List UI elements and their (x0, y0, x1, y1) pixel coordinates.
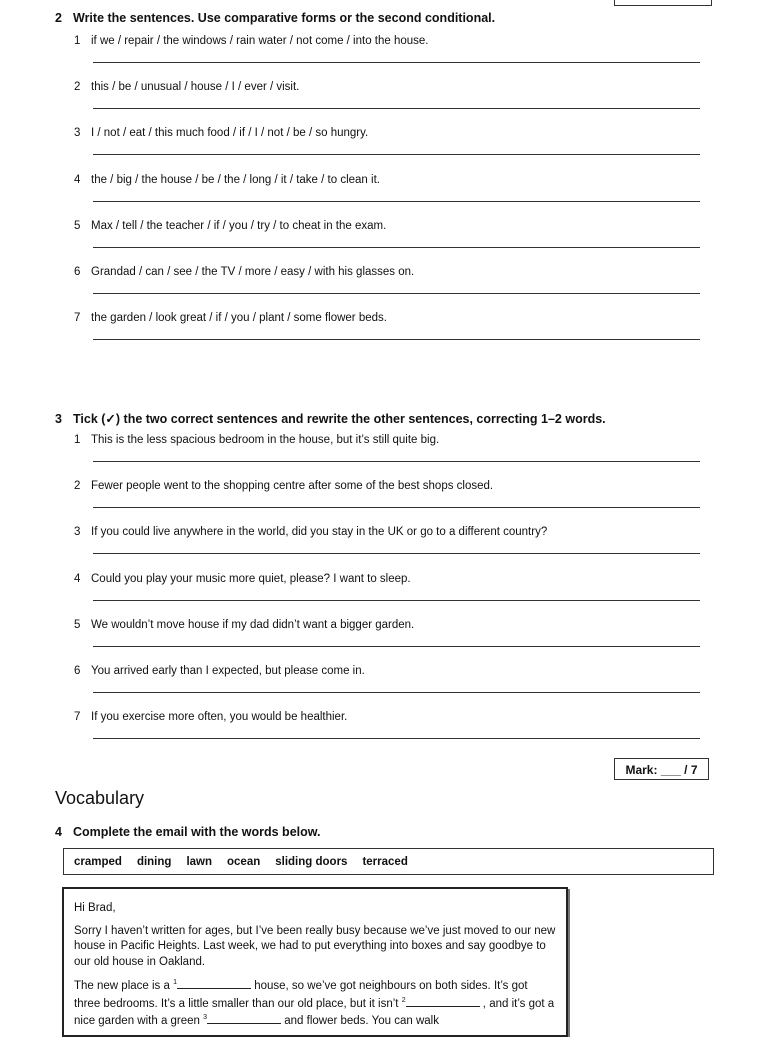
answer-line[interactable] (93, 154, 700, 155)
item-number: 5 (74, 618, 81, 631)
item-prompt: This is the less spacious bedroom in the house, but it’s still quite big. (91, 434, 440, 446)
exercise-2-items (55, 34, 715, 357)
answer-line[interactable] (93, 108, 700, 109)
item-number: 6 (74, 664, 81, 677)
exercise-instruction: Write the sentences. Use comparative forms or the second conditional. (73, 11, 496, 25)
item-number: 2 (74, 81, 81, 94)
exercise-item (55, 618, 715, 664)
item-prompt: We wouldn’t move house if my dad didn’t want a bigger garden. (91, 618, 415, 631)
answer-gap-3[interactable] (207, 1012, 281, 1024)
exercise-item (55, 80, 715, 126)
exercise-number: 3 (55, 412, 62, 426)
exercise-3 (55, 410, 715, 756)
exercise-3-title (55, 410, 715, 428)
exercise-instruction: Tick (✓) the two correct sentences and rewrite the other sentences, correcting 1–2 words. (73, 412, 606, 426)
exercise-item (55, 126, 715, 172)
item-prompt: If you exercise more often, you would be healthier. (91, 711, 348, 724)
exercise-3-items (55, 433, 715, 756)
exercise-item (55, 572, 715, 618)
gap-number: 2 (401, 996, 406, 1004)
exercise-item (55, 664, 715, 710)
word-option: terraced (362, 856, 408, 868)
item-number: 2 (74, 480, 81, 493)
section-heading: Vocabulary (55, 788, 145, 808)
exercise-item (55, 311, 715, 357)
item-number: 3 (74, 127, 81, 140)
answer-line[interactable] (93, 507, 700, 508)
answer-line[interactable] (93, 247, 700, 248)
answer-line[interactable] (93, 339, 700, 340)
answer-gap-1[interactable] (177, 977, 251, 989)
item-prompt: If you could live anywhere in the world, did you stay in the UK or go to a different country? (91, 526, 548, 539)
answer-gap-2[interactable] (406, 995, 480, 1007)
email-paragraph-2: The new place is a $^1$ house, so we’ve got neighbours on both sides. It’s got three bedrooms. It’s a little smaller than our old place, but it isn’t $^2$ , and it’s got a nice garden with a green $^3$ and flower beds. You can walk (74, 977, 556, 1030)
exercise-instruction: Complete the email with the words below. (73, 825, 321, 839)
word-box (63, 848, 714, 875)
item-prompt: Could you play your music more quiet, please? I want to sleep. (91, 572, 411, 585)
word-option: cramped (74, 856, 122, 868)
score-box-top (614, 0, 712, 6)
word-option: ocean (227, 856, 261, 868)
item-prompt: Grandad / can / see / the TV / more / easy / with his glasses on. (91, 265, 415, 278)
answer-line[interactable] (93, 62, 700, 63)
item-prompt: Max / tell / the teacher / if / you / try / to cheat in the exam. (91, 219, 387, 232)
item-number: 7 (74, 312, 81, 325)
email-box (62, 887, 568, 1037)
answer-line[interactable] (93, 293, 700, 294)
exercise-item (55, 34, 715, 80)
answer-line[interactable] (93, 201, 700, 202)
exercise-2 (55, 9, 715, 357)
item-prompt: Fewer people went to the shopping centre after some of the best shops closed. (91, 480, 494, 493)
exercise-item (55, 710, 715, 756)
item-number: 5 (74, 219, 81, 232)
answer-line[interactable] (93, 692, 700, 693)
answer-line[interactable] (93, 461, 700, 462)
exercise-item (55, 219, 715, 265)
item-number: 3 (74, 526, 81, 539)
exercise-number: 4 (55, 825, 62, 839)
word-option: dining (136, 856, 172, 868)
item-prompt: the / big / the house / be / the / long / it / take / to clean it. (91, 173, 380, 186)
exercise-4-title (55, 823, 321, 841)
item-prompt: I / not / eat / this much food / if / I / not / be / so hungry. (91, 127, 369, 140)
item-prompt: if we / repair / the windows / rain water / not come / into the house. (91, 35, 429, 47)
item-number: 1 (74, 434, 81, 446)
answer-line[interactable] (93, 553, 700, 554)
word-option: sliding doors (275, 856, 348, 868)
mark-box: Mark: ___ / 7 (614, 758, 709, 780)
exercise-item (55, 173, 715, 219)
item-prompt: You arrived early than I expected, but please come in. (91, 664, 365, 677)
exercise-2-title (55, 9, 715, 27)
item-number: 4 (74, 572, 81, 585)
item-prompt: the garden / look great / if / you / plant / some flower beds. (91, 312, 387, 325)
exercise-item (55, 433, 715, 479)
item-number: 1 (74, 35, 81, 47)
exercise-item (55, 525, 715, 571)
email-greeting: Hi Brad, (74, 902, 116, 914)
exercise-item (55, 479, 715, 525)
word-option: lawn (186, 856, 212, 868)
item-prompt: this / be / unusual / house / I / ever / visit. (91, 81, 300, 94)
item-number: 6 (74, 265, 81, 278)
item-number: 7 (74, 711, 81, 724)
answer-line[interactable] (93, 646, 700, 647)
email-paragraph-1: Sorry I haven’t written for ages, but I’ve been really busy because we’ve just moved to our new house in Pacific Heights. Last week, we had to put everything into boxes and say goodbye to our old house in Oakland. (74, 924, 556, 968)
exercise-number: 2 (55, 11, 62, 25)
gap-number: 3 (203, 1014, 208, 1022)
answer-line[interactable] (93, 738, 700, 739)
item-number: 4 (74, 173, 81, 186)
answer-line[interactable] (93, 600, 700, 601)
gap-number: 1 (173, 979, 177, 987)
exercise-item (55, 265, 715, 311)
